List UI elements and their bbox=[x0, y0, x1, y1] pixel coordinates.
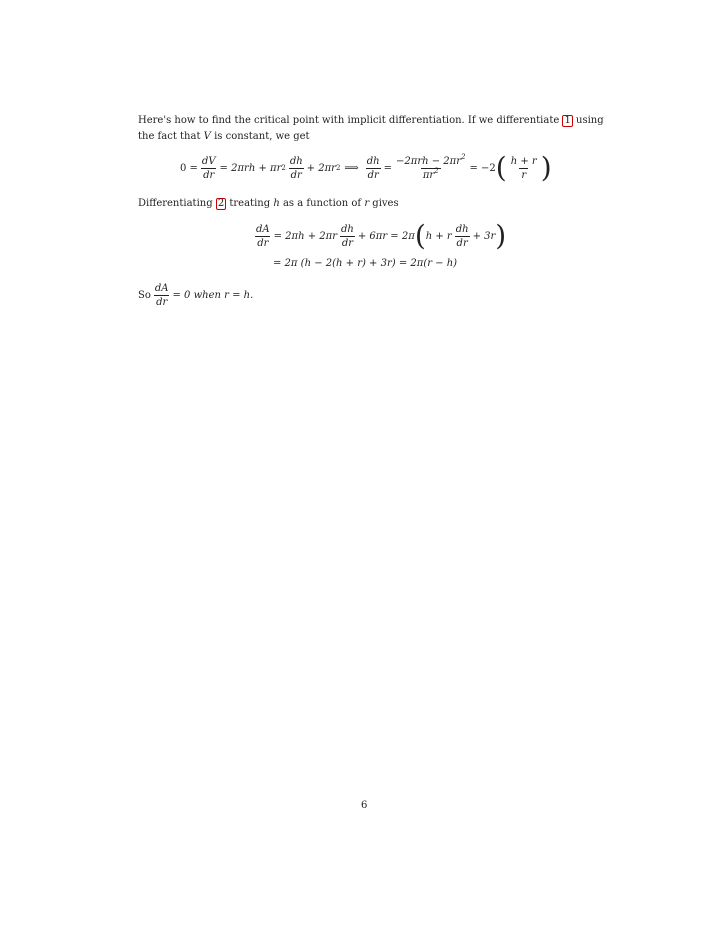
text: treating bbox=[229, 198, 271, 209]
fraction-dh-dr bbox=[365, 156, 382, 181]
left-paren: ( bbox=[414, 219, 426, 252]
math-text: = 2πrh + πr bbox=[219, 162, 282, 174]
fraction-denominator: dr bbox=[341, 237, 354, 249]
fraction-h-plus-r-over-r bbox=[509, 156, 539, 181]
fraction-dh-dr bbox=[454, 224, 471, 249]
fraction-dh-dr bbox=[339, 224, 356, 249]
equation-1: 0 = $\frac{dV}{dr}$ = 2πrh + πr 2 $\frac{dh}{dr}$ + 2πr 2 ⟹ $\frac{dh}{dr}$ = $\frac{-2\pi rh - 2\pi r^2}{\pi r^2}$ = −2 ( $\frac{h + r}{r}$ ) bbox=[180, 151, 552, 184]
page-number: 6 bbox=[361, 800, 368, 811]
text: Differentiating bbox=[138, 198, 213, 209]
math-text: = 0 when r = h. bbox=[172, 289, 254, 301]
right-paren: ) bbox=[495, 219, 507, 252]
text: is constant, we get bbox=[214, 131, 310, 142]
left-paren: ( bbox=[495, 151, 507, 184]
equation-ref-1-link[interactable]: 1 bbox=[564, 115, 571, 126]
math-variable: r bbox=[364, 198, 370, 209]
fraction-denominator: r bbox=[521, 169, 527, 181]
math-text: + 3r bbox=[472, 230, 496, 242]
fraction-denominator: dr bbox=[367, 169, 379, 181]
fraction-numerator: dA bbox=[154, 282, 169, 294]
math-text: + 6πr = 2π bbox=[357, 230, 415, 242]
fraction-numerator: dh bbox=[289, 155, 303, 167]
math-exponent: 2 bbox=[434, 166, 439, 175]
fraction-denominator: dr bbox=[203, 169, 215, 181]
right-paren: ) bbox=[540, 151, 552, 184]
math-text: + 2πr bbox=[306, 162, 336, 174]
math-text: = −2 bbox=[469, 162, 496, 174]
math-text: 0 = bbox=[180, 162, 198, 174]
equation-2-line-2: = 2π (h − 2(h + r) + 3r) = 2π(r − h) bbox=[273, 258, 458, 269]
math-exponent: 2 bbox=[461, 152, 466, 161]
fraction-numerator: dh bbox=[455, 223, 469, 235]
fraction-dA-dr bbox=[254, 224, 272, 249]
paragraph-3 bbox=[138, 280, 253, 310]
paragraph-1-line-1 bbox=[138, 115, 604, 127]
text: So bbox=[138, 289, 151, 301]
text: the fact that bbox=[138, 131, 201, 142]
fraction-dV-dr bbox=[200, 156, 218, 181]
paragraph-1-line-2 bbox=[138, 131, 310, 143]
fraction-denominator: dr bbox=[156, 296, 168, 308]
text: using bbox=[576, 115, 604, 126]
text: Here's how to find the critical point with implicit differentiation. If we differentiate bbox=[138, 115, 560, 126]
fraction-dA-dr bbox=[153, 283, 171, 308]
math-text: = bbox=[383, 162, 392, 174]
math-variable: h bbox=[273, 198, 280, 209]
fraction-numerator: dh bbox=[341, 223, 354, 235]
fraction-numerator: dV bbox=[201, 155, 216, 167]
math-variable: V bbox=[203, 131, 211, 142]
fraction-denominator: πr bbox=[422, 169, 435, 181]
equation-ref-2-link[interactable]: 2 bbox=[217, 198, 225, 209]
fraction-denominator: dr bbox=[456, 237, 468, 249]
fraction-numerator: −2πrh − 2πr bbox=[396, 155, 461, 167]
math-text: = 2πh + 2πr bbox=[273, 230, 338, 242]
fraction-denominator: dr bbox=[257, 237, 269, 249]
fraction-numerator: h + r bbox=[510, 155, 537, 167]
fraction-numerator: dA bbox=[256, 223, 270, 235]
math-text: h + r bbox=[425, 230, 452, 242]
paragraph-2 bbox=[138, 198, 399, 210]
text: as a function of bbox=[282, 198, 362, 209]
text: gives bbox=[372, 198, 399, 209]
fraction-denominator: dr bbox=[290, 169, 302, 181]
fraction-big bbox=[394, 152, 467, 181]
implies-symbol: ⟹ bbox=[344, 162, 359, 174]
fraction-dh-dr bbox=[288, 156, 305, 181]
equation-2-line-1 bbox=[252, 218, 506, 254]
fraction-numerator: dh bbox=[366, 155, 380, 167]
